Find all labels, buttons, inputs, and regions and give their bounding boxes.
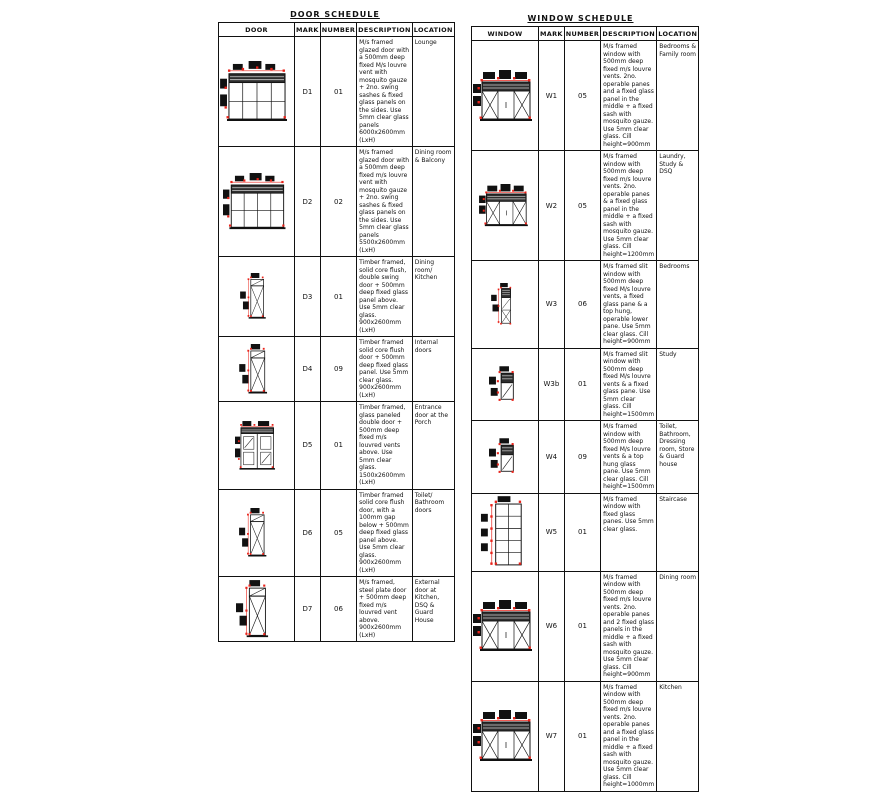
door-schedule — [218, 10, 452, 642]
door-description-cell: Timber framed, solid core flush, double swing door + 500mm deep fixed glass panel above. Use 5mm clear glass. 900x2600mm (LxH) — [357, 257, 413, 337]
door-mark-cell: D7 — [295, 577, 321, 642]
window-location-cell: Kitchen — [657, 681, 699, 791]
door-description-cell: Timber framed, glass paneled double door + 500mm deep fixed m/s louvred vents above. Use 5mm clear glass. 1500x2600mm (LxH) — [357, 402, 413, 490]
door-location-cell: External door at Kitchen, DSQ & Guard House — [412, 577, 454, 642]
window-row — [472, 681, 699, 791]
window-number-cell: 05 — [564, 41, 600, 151]
door-double-elevation-drawing — [235, 421, 278, 470]
window-row — [472, 348, 699, 421]
window-schedule — [471, 14, 698, 792]
door-number-cell: 01 — [320, 402, 356, 490]
window-mark-cell: W7 — [539, 681, 565, 791]
window-description-cell: M/s framed window with 500mm deep fixed m/s louvre vents. 2no. operable panes and a fixed glass panel in the middle + a fixed sash with mosquito gauze. Use 5mm clear glass. Cill height=1000mm — [601, 681, 657, 791]
door-column-header: DESCRIPTION — [357, 23, 413, 37]
window-slit-small-elevation-drawing — [489, 366, 522, 403]
window-column-header: WINDOW — [472, 27, 539, 41]
window-schedule-table — [471, 26, 699, 792]
door-drawing-cell — [219, 257, 295, 337]
window-location-cell: Bedrooms & Family room — [657, 41, 699, 151]
door-mark-cell: D1 — [295, 37, 321, 147]
door-drawing-cell — [219, 577, 295, 642]
window-number-cell: 01 — [564, 348, 600, 421]
window-location-cell: Staircase — [657, 493, 699, 571]
window-drawing-cell — [472, 261, 539, 349]
door-description-cell: M/s framed glazed door with a 500mm deep fixed m/s louvre vent with mosquito gauze + 2no. swing sashes & fixed glass panels on the sides. Use 5mm clear glass panels 5500x2600mm (LxH) — [357, 147, 413, 257]
window-mark-cell: W3 — [539, 261, 565, 349]
window-description-cell: M/s framed window with fixed glass panes. Use 5mm clear glass. — [601, 493, 657, 571]
window-location-cell: Toilet, Bathroom, Dressing room, Store & Guard house — [657, 421, 699, 494]
window-header-row — [472, 27, 699, 41]
door-drawing-cell — [219, 147, 295, 257]
window-mark-cell: W2 — [539, 151, 565, 261]
window-column-header: MARK — [539, 27, 565, 41]
door-location-cell: Toilet/ Bathroom doors — [412, 489, 454, 577]
window-location-cell: Bedrooms — [657, 261, 699, 349]
door-description-cell: M/s framed glazed door with a 500mm deep fixed M/s louvre vent with mosquito gauze + 2no. swing sashes & fixed glass panels on the sides. Use 5mm clear glass panels 6000x2600mm (LxH) — [357, 37, 413, 147]
window-staircase-elevation-drawing — [479, 496, 532, 569]
window-drawing-cell — [472, 41, 539, 151]
door-wide-elevation-drawing — [223, 173, 291, 230]
door-description-cell: Timber framed solid core flush door, with a 100mm gap below + 500mm deep fixed glass panel above. Use 5mm clear glass. 900x2600mm (LxH) — [357, 489, 413, 577]
window-description-cell: M/s framed slit window with 500mm deep fixed M/s louvre vents, a fixed glass pane & a top hung, operable lower pane. Use 5mm clear glass. Cill height=900mm — [601, 261, 657, 349]
window-drawing-cell — [472, 681, 539, 791]
door-location-cell: Dining room/ Kitchen — [412, 257, 454, 337]
window-description-cell: M/s framed window with 500mm deep fixed m/s louvre vents. 2no. operable panes and a fixed glass panel in the middle + a fixed sash with mosquito gauze. Use 5mm clear glass. Cill height=900mm — [601, 41, 657, 151]
window-mark-cell: W5 — [539, 493, 565, 571]
door-flush-elevation-drawing — [239, 508, 274, 558]
window-row — [472, 421, 699, 494]
door-drawing-cell — [219, 337, 295, 402]
window-number-cell: 01 — [564, 681, 600, 791]
window-location-cell: Dining room — [657, 571, 699, 681]
door-number-cell: 06 — [320, 577, 356, 642]
window-wide-elevation-drawing — [473, 710, 537, 762]
window-wide-elevation-drawing — [473, 70, 537, 122]
window-location-cell: Laundry, Study & DSQ — [657, 151, 699, 261]
door-row — [219, 337, 455, 402]
window-drawing-cell — [472, 151, 539, 261]
window-row — [472, 41, 699, 151]
door-header-row — [219, 23, 455, 37]
door-row — [219, 577, 455, 642]
door-flush-elevation-drawing — [236, 580, 277, 639]
window-mark-cell: W4 — [539, 421, 565, 494]
window-slit-elevation-drawing — [491, 283, 519, 326]
door-row — [219, 489, 455, 577]
window-description-cell: M/s framed slit window with 500mm deep fixed M/s louvre vents & a fixed glass pane. Use 5mm clear glass. Cill height=1500mm — [601, 348, 657, 421]
door-description-cell: Timber framed solid core flush door + 500mm deep fixed glass panel. Use 5mm clear glass. 900x2600mm (LxH) — [357, 337, 413, 402]
door-column-header: NUMBER — [320, 23, 356, 37]
door-column-header: MARK — [295, 23, 321, 37]
door-flush-elevation-drawing — [239, 344, 275, 395]
window-mark-cell: W6 — [539, 571, 565, 681]
window-column-header: NUMBER — [564, 27, 600, 41]
door-column-header: DOOR — [219, 23, 295, 37]
window-column-header: LOCATION — [657, 27, 699, 41]
door-number-cell: 09 — [320, 337, 356, 402]
door-location-cell: Internal doors — [412, 337, 454, 402]
window-drawing-cell — [472, 348, 539, 421]
window-mark-cell: W1 — [539, 41, 565, 151]
door-number-cell: 02 — [320, 147, 356, 257]
door-mark-cell: D4 — [295, 337, 321, 402]
window-description-cell: M/s framed window with 500mm deep fixed M/s louvre vents & a top hung glass pane. Use 5mm clear glass. Cill height=1500mm — [601, 421, 657, 494]
door-drawing-cell — [219, 37, 295, 147]
window-drawing-cell — [472, 571, 539, 681]
door-schedule-title: DOOR SCHEDULE — [290, 10, 380, 19]
door-drawing-cell — [219, 402, 295, 490]
door-number-cell: 05 — [320, 489, 356, 577]
door-column-header: LOCATION — [412, 23, 454, 37]
door-number-cell: 01 — [320, 257, 356, 337]
door-location-cell: Entrance door at the Porch — [412, 402, 454, 490]
door-mark-cell: D5 — [295, 402, 321, 490]
door-drawing-cell — [219, 489, 295, 577]
window-description-cell: M/s framed window with 500mm deep fixed m/s louvre vents. 2no. operable panes & a fixed glass panel in the middle + a fixed sash with mosquito gauze. Use 5mm clear glass. Cill height=1200mm — [601, 151, 657, 261]
window-drawing-cell — [472, 493, 539, 571]
door-row — [219, 147, 455, 257]
window-location-cell: Study — [657, 348, 699, 421]
window-number-cell: 06 — [564, 261, 600, 349]
window-row — [472, 261, 699, 349]
door-row — [219, 37, 455, 147]
window-number-cell: 09 — [564, 421, 600, 494]
window-wide-elevation-drawing — [479, 184, 532, 227]
door-wide-elevation-drawing — [220, 61, 293, 122]
door-row — [219, 402, 455, 490]
door-description-cell: M/s framed, steel plate door + 500mm deep fixed m/s louvred vent above. 900x2600mm (LxH) — [357, 577, 413, 642]
door-flush-elevation-drawing — [240, 273, 273, 320]
door-mark-cell: D3 — [295, 257, 321, 337]
window-schedule-title: WINDOW SCHEDULE — [527, 14, 634, 23]
window-slit-small-elevation-drawing — [489, 438, 522, 475]
window-number-cell: 01 — [564, 571, 600, 681]
window-column-header: DESCRIPTION — [601, 27, 657, 41]
window-drawing-cell — [472, 421, 539, 494]
door-number-cell: 01 — [320, 37, 356, 147]
window-description-cell: M/s framed window with 500mm deep fixed m/s louvre vents. 2no. operable panes and 2 fixed glass panels in the middle + a fixed sash with mosquito gauze. Use 5mm clear glass. Cill height=900mm — [601, 571, 657, 681]
window-wide-elevation-drawing — [473, 600, 537, 652]
door-mark-cell: D6 — [295, 489, 321, 577]
window-number-cell: 01 — [564, 493, 600, 571]
window-number-cell: 05 — [564, 151, 600, 261]
door-row — [219, 257, 455, 337]
window-row — [472, 493, 699, 571]
door-schedule-table — [218, 22, 455, 642]
door-location-cell: Lounge — [412, 37, 454, 147]
door-location-cell: Dining room & Balcony — [412, 147, 454, 257]
door-mark-cell: D2 — [295, 147, 321, 257]
window-mark-cell: W3b — [539, 348, 565, 421]
window-row — [472, 151, 699, 261]
window-row — [472, 571, 699, 681]
